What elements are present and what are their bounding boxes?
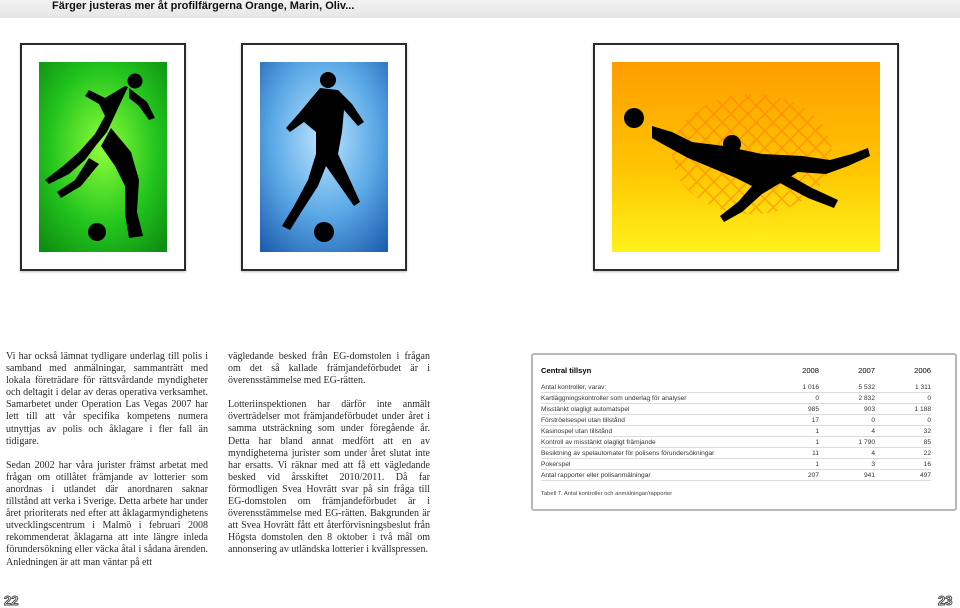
row-2008: 17 bbox=[811, 416, 819, 424]
football-dribbler-silhouette-icon bbox=[260, 62, 388, 252]
row-2007: 4 bbox=[871, 449, 875, 457]
row-2008: 1 bbox=[815, 460, 819, 468]
row-2007: 0 bbox=[871, 416, 875, 424]
row-label: Kasinospel utan tillstånd bbox=[541, 427, 613, 435]
table-header-2008: 2008 bbox=[802, 365, 819, 375]
table-row bbox=[541, 382, 931, 393]
row-2007: 4 bbox=[871, 427, 875, 435]
goalkeeper-dive-silhouette-icon bbox=[612, 62, 880, 252]
row-2008: 1 016 bbox=[802, 383, 819, 391]
row-label: Antal kontroller, varav: bbox=[541, 383, 607, 391]
page-number-right: 23 bbox=[938, 593, 953, 608]
row-2007: 5 532 bbox=[858, 383, 875, 391]
image-frame-3 bbox=[593, 43, 899, 271]
image-frame-1 bbox=[20, 43, 186, 271]
middle-text-column bbox=[228, 351, 430, 569]
row-label: Antal rapporter eller polisanmälningar bbox=[541, 471, 651, 479]
central-tillsyn-table bbox=[531, 353, 957, 511]
row-2006: 0 bbox=[927, 394, 931, 402]
page-number-left: 22 bbox=[4, 593, 19, 608]
middle-paragraph-2: Lotteriinspektionen har därför inte anmält överträdelser mot främjandeförbudet under året i samma utsträckning som under föregående år. Detta har bland annat medfört att en av myndigheterna jurister som under året slutat inte har ersatts. Vi räknar med att få ett vägledande besked vid årsskiftet 2010/2011. Då far förmodligen Svea Hovrätt svar på sin fråga till EG-domstolen om främjandeförbudet är i överensstämmelse med EG-rätten. Bakgrunden är att Svea Hovrätt fått ett återförvisningsbeslut från Högsta domstolen den 8 oktober i två mål om annonsering av utländska lotterier i kvällspressen. bbox=[228, 399, 430, 556]
row-2007: 903 bbox=[863, 405, 875, 413]
left-paragraph-1: Vi har också lämnat tydligare underlag till polis i samband med anmälningar, sammanträtt med lokala företrädare för rättsvårdande myndigheter och deltagit i delar av deras operativa verksamhet. Samarbetet under Operation Las Vegas 2007 har lett till att vår specifika kompetens numera utnyttjas av polis och åklagare i fler fall än tidigare. bbox=[6, 351, 208, 447]
table-header-2007: 2007 bbox=[858, 365, 875, 375]
row-label: Kontroll av misstänkt olagligt främjande bbox=[541, 438, 656, 446]
table-row bbox=[541, 393, 931, 404]
table-row bbox=[541, 415, 931, 426]
row-label: Besiktning av spelautomater för polisens förundersökningar bbox=[541, 449, 715, 457]
left-paragraph-2: Sedan 2002 har våra jurister främst arbetat med frågan om otillåtet främjande av lotterier som anordnas i utlandet där anordnaren saknar tillstånd att verka i Sverige. Detta arbete har under året prioriterats ned efter att åklagarmyndighetens utvecklingscentrum i Malmö i februari 2008 rekommenderat åklagarna att inte längre inleda förundersökning eller väcka åtal i sådana ärenden. Anledningen är att man väntar på ett bbox=[6, 459, 208, 568]
table-row bbox=[541, 426, 931, 437]
row-2006: 32 bbox=[923, 427, 931, 435]
row-2007: 941 bbox=[863, 471, 875, 479]
table-row bbox=[541, 459, 931, 470]
row-2007: 2 832 bbox=[858, 394, 875, 402]
table-row bbox=[541, 470, 931, 481]
header-bar bbox=[0, 0, 960, 18]
middle-paragraph-1: vägledande besked från EG-domstolen i frågan om det så kallade främjandeförbudet är i överensstämmelse med EG-rätten. bbox=[228, 351, 430, 387]
row-2006: 1 311 bbox=[914, 383, 931, 391]
table-row bbox=[541, 404, 931, 415]
row-2008: 985 bbox=[807, 405, 819, 413]
table-row bbox=[541, 437, 931, 448]
image-frame-2 bbox=[241, 43, 407, 271]
row-2006: 85 bbox=[923, 438, 931, 446]
table-row bbox=[541, 448, 931, 459]
left-text-column bbox=[6, 351, 208, 581]
row-2008: 1 bbox=[815, 438, 819, 446]
row-label: Kartläggningskontroller som underlag för analyser bbox=[541, 394, 687, 402]
table-caption: Tabell 7. Antal kontroller och anmälningar/rapporter bbox=[541, 491, 673, 497]
row-2008: 1 bbox=[815, 427, 819, 435]
row-2008: 0 bbox=[815, 394, 819, 402]
table-header-row bbox=[541, 365, 931, 375]
row-2008: 207 bbox=[807, 471, 819, 479]
row-2007: 3 bbox=[871, 460, 875, 468]
row-2008: 11 bbox=[812, 449, 819, 457]
football-kicker-silhouette-icon bbox=[39, 62, 167, 252]
row-2007: 1 790 bbox=[858, 438, 875, 446]
table-header-2006: 2006 bbox=[914, 365, 931, 375]
table-header-label: Central tillsyn bbox=[541, 365, 592, 375]
row-label: Pokerspel bbox=[541, 460, 571, 468]
row-2006: 1 188 bbox=[914, 405, 931, 413]
row-label: Misstänkt olagligt automatspel bbox=[541, 405, 630, 413]
row-label: Förströelsespel utan tillstånd bbox=[541, 416, 625, 424]
header-title: Färger justeras mer åt profilfärgerna Orange, Marin, Oliv... bbox=[52, 0, 355, 12]
row-2006: 22 bbox=[923, 449, 931, 457]
row-2006: 0 bbox=[927, 416, 931, 424]
row-2006: 16 bbox=[923, 460, 931, 468]
row-2006: 497 bbox=[919, 471, 931, 479]
